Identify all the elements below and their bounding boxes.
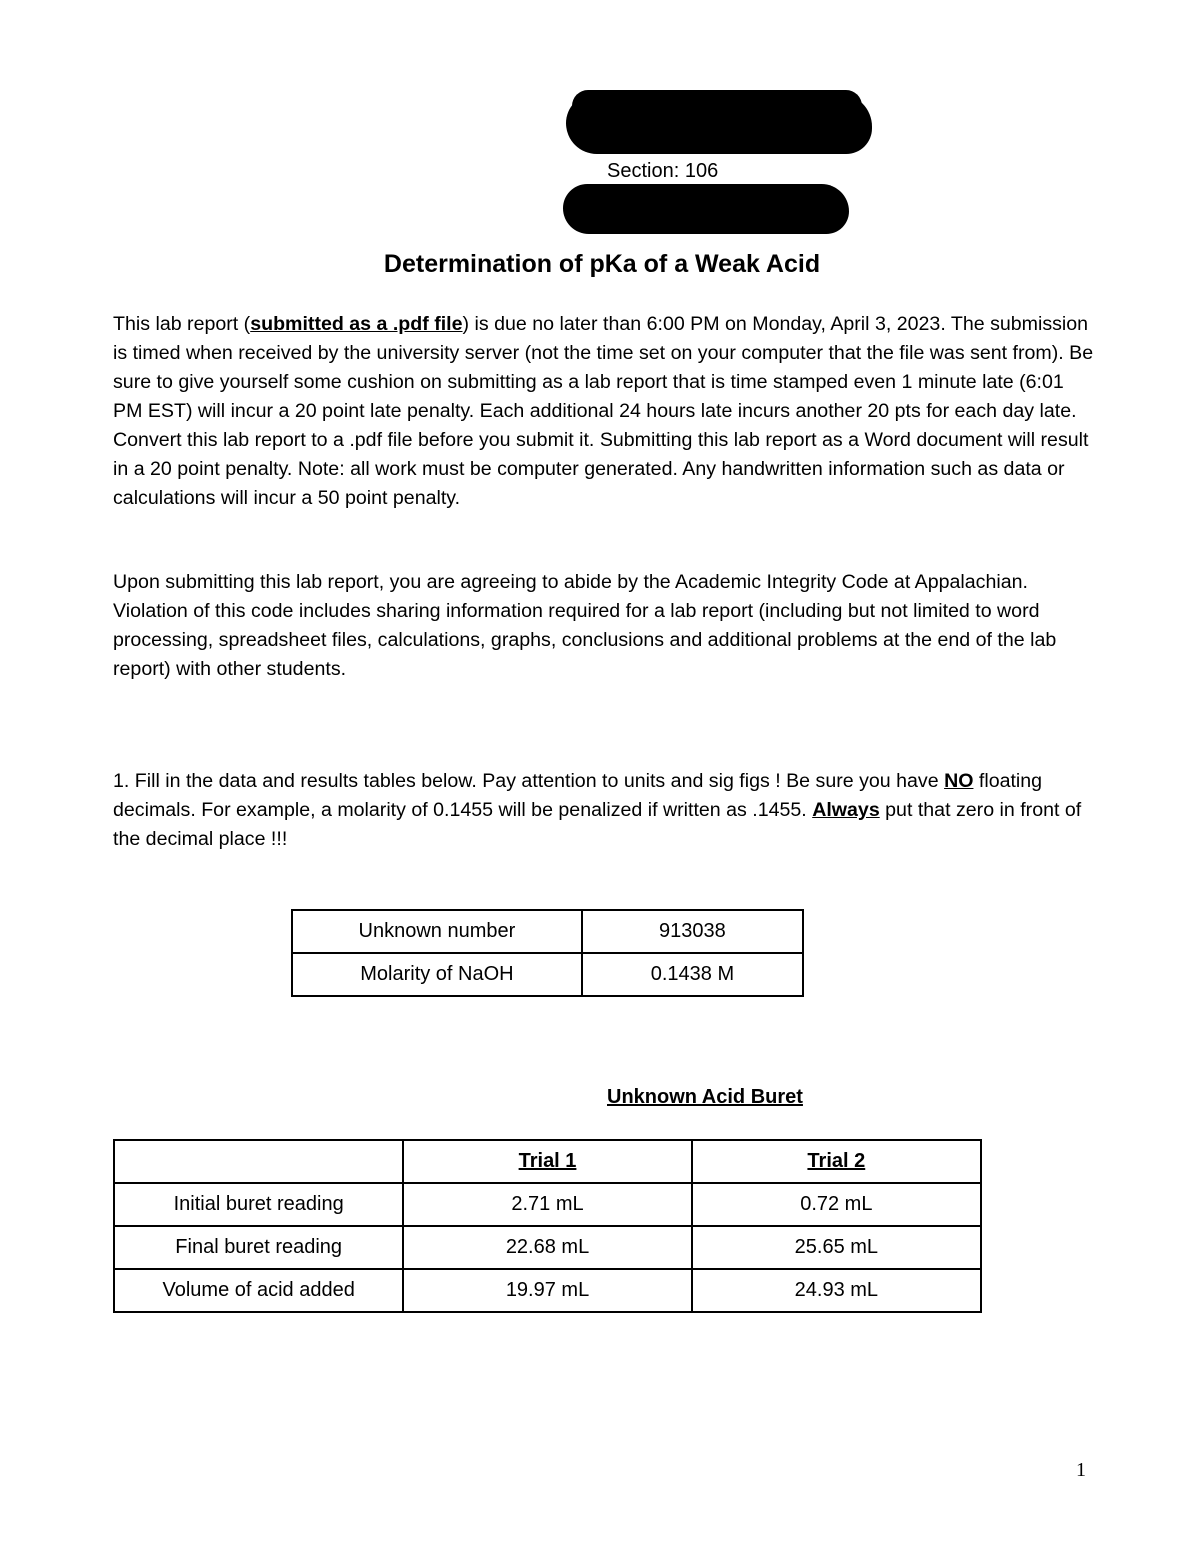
buret-table <box>113 1139 982 1313</box>
page-number: 1 <box>1076 1459 1086 1481</box>
header-trial-1: Trial 1 <box>403 1140 691 1183</box>
submission-instructions <box>113 310 1098 513</box>
trial-1-cell: 2.71 mL <box>403 1183 691 1226</box>
table-row <box>114 1183 981 1226</box>
table-row <box>114 1226 981 1269</box>
buret-table-caption: Unknown Acid Buret <box>607 1086 803 1108</box>
unknown-info-table <box>291 909 804 997</box>
table-row <box>292 910 803 953</box>
academic-integrity-paragraph: Upon submitting this lab report, you are agreeing to abide by the Academic Integrity Code at Appalachian. Violation of this code includes sharing information required for a lab report (including but not limited to word processing, spreadsheet files, calculations, graphs, conclusions and additional problems at the end of the lab report) with other students. <box>113 571 1057 680</box>
header-trial-2: Trial 2 <box>692 1140 981 1183</box>
question-1-part-a: 1. Fill in the data and results tables below. Pay attention to units and sig figs ! Be sure you have <box>113 770 945 792</box>
trial-2-cell: 24.93 mL <box>692 1269 981 1312</box>
naoh-molarity-value: 0.1438 M <box>582 953 803 996</box>
header-empty <box>114 1140 403 1183</box>
section-label: Section: 106 <box>607 160 719 182</box>
trial-1-cell: 22.68 mL <box>403 1226 691 1269</box>
redaction-mark-instructor <box>563 184 849 234</box>
instructions-lead: This lab report ( <box>113 313 251 335</box>
always-emphasis: Always <box>812 799 880 821</box>
unknown-number-value: 913038 <box>582 910 803 953</box>
row-label: Initial buret reading <box>114 1183 403 1226</box>
question-1 <box>113 767 1098 854</box>
naoh-molarity-label: Molarity of NaOH <box>292 953 582 996</box>
row-label: Volume of acid added <box>114 1269 403 1312</box>
redaction-mark-name-2 <box>566 94 872 154</box>
unknown-number-label: Unknown number <box>292 910 582 953</box>
trial-2-cell: 0.72 mL <box>692 1183 981 1226</box>
trial-2-cell: 25.65 mL <box>692 1226 981 1269</box>
row-label: Final buret reading <box>114 1226 403 1269</box>
table-row <box>292 953 803 996</box>
trial-1-cell: 19.97 mL <box>403 1269 691 1312</box>
no-emphasis: NO <box>944 770 974 792</box>
question-1-part-b: floating decimals. For example, a molarity of 0.1455 will be penalized if written as .1455. <box>113 770 1043 821</box>
instructions-rest: ) is due no later than 6:00 PM on Monday, April 3, 2023. The submission is timed when received by the university server (not the time set on your computer that the file was sent from). Be sure to give yourself some cushion on submitting as a lab report that is time stamped even 1 minute late (6:01 PM EST) will incur a 20 point late penalty. Each additional 24 hours late incurs another 20 pts for each day late. Convert this lab report to a .pdf file before you submit it. Submitting this lab report as a Word document will result in a 20 point penalty. Note: all work must be computer generated. Any handwritten information such as data or calculations will incur a 50 point penalty. <box>113 313 1094 509</box>
document-title: Determination of pKa of a Weak Acid <box>383 250 821 278</box>
table-row <box>114 1269 981 1312</box>
question-1-part-c: put that zero in front of the decimal place !!! <box>113 799 1082 850</box>
pdf-emphasis: submitted as a .pdf file <box>250 313 463 335</box>
table-header-row <box>114 1140 981 1183</box>
